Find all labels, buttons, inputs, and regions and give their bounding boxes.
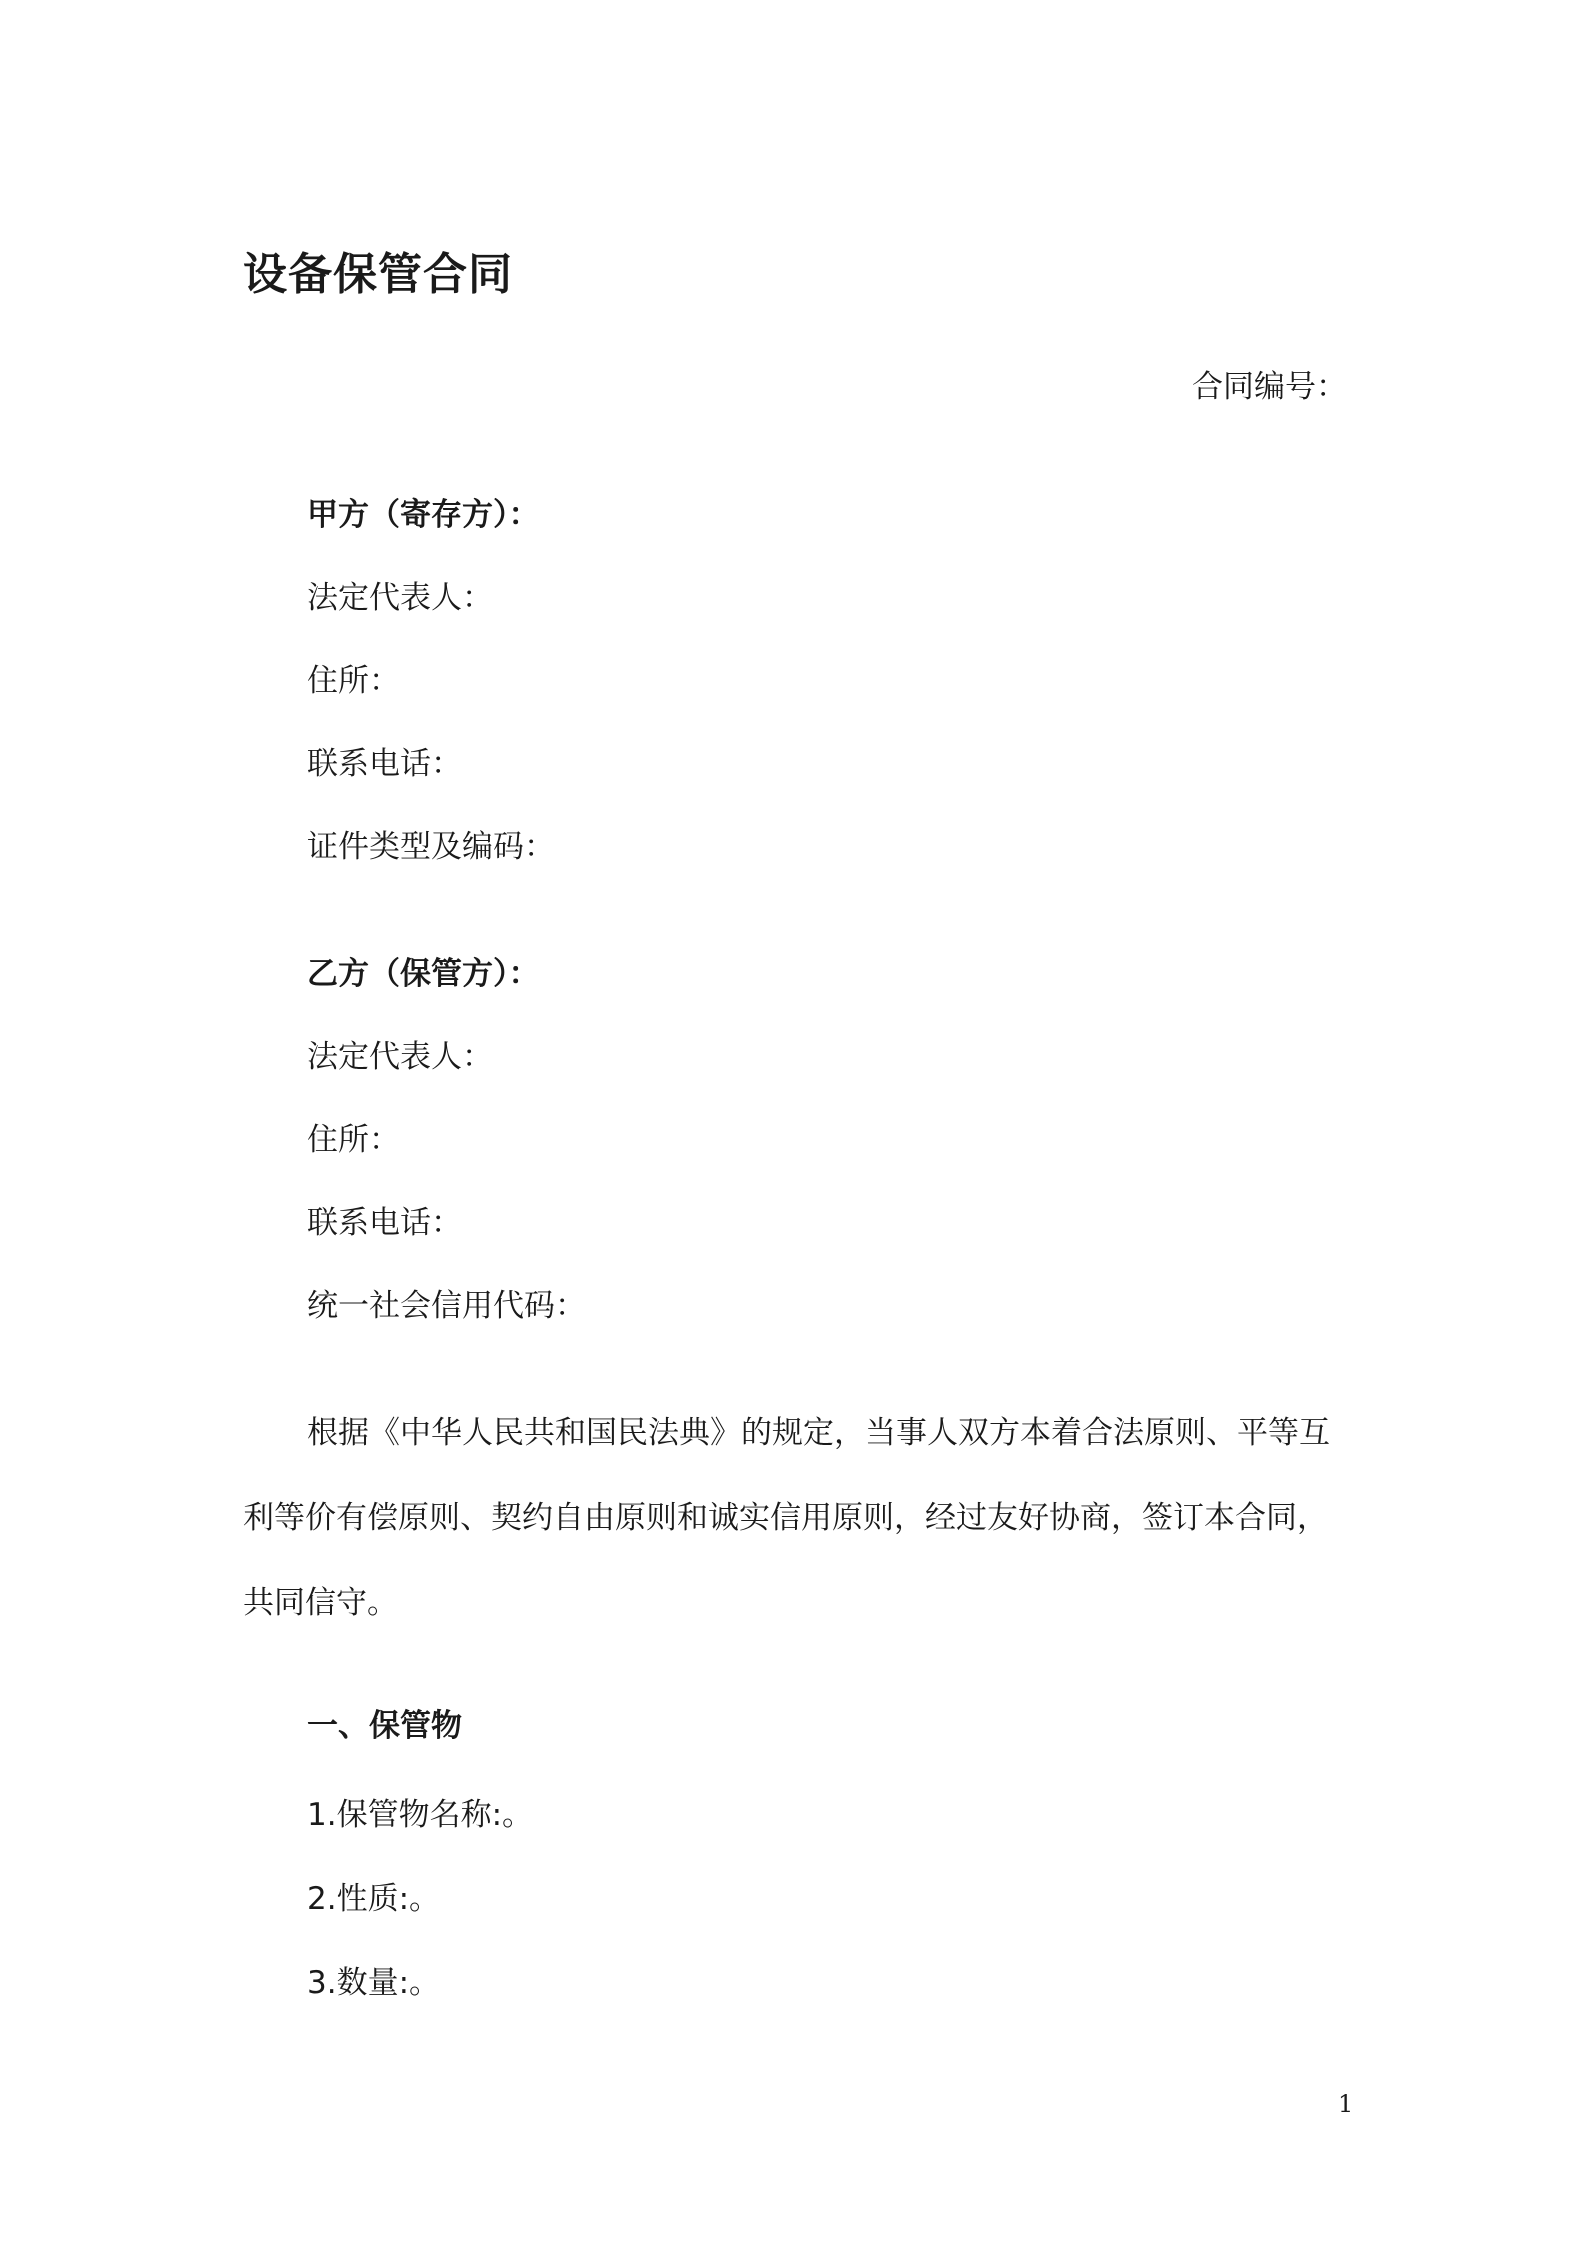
party-a-legal-rep: 法定代表人：	[307, 580, 493, 616]
party-b-address: 住所：	[307, 1122, 400, 1158]
document-title: 设备保管合同	[243, 249, 513, 300]
preamble-line-1: 根据《中华人民共和国民法典》的规定，当事人双方本着合法原则、平等互	[307, 1415, 1330, 1451]
section-1-heading: 一、保管物	[307, 1708, 462, 1744]
party-b-heading: 乙方（保管方）：	[307, 956, 540, 992]
section-1-item: 1.保管物名称:。	[307, 1797, 534, 1833]
party-a-phone: 联系电话：	[307, 746, 462, 782]
party-a-id: 证件类型及编码：	[307, 829, 555, 865]
party-b-credit-code: 统一社会信用代码：	[307, 1288, 586, 1324]
preamble-line-2: 利等价有偿原则、契约自由原则和诚实信用原则，经过友好协商，签订本合同，	[243, 1500, 1328, 1536]
section-1-item: 2.性质:。	[307, 1881, 441, 1917]
party-a-address: 住所：	[307, 663, 400, 699]
page-number: 1	[1338, 2090, 1354, 2118]
party-a-heading: 甲方（寄存方）：	[307, 497, 540, 533]
contract-number-label: 合同编号：	[1192, 369, 1347, 405]
preamble-line-3: 共同信守。	[243, 1585, 398, 1621]
section-1-item: 3.数量:。	[307, 1965, 441, 2001]
party-b-legal-rep: 法定代表人：	[307, 1039, 493, 1075]
party-b-phone: 联系电话：	[307, 1205, 462, 1241]
